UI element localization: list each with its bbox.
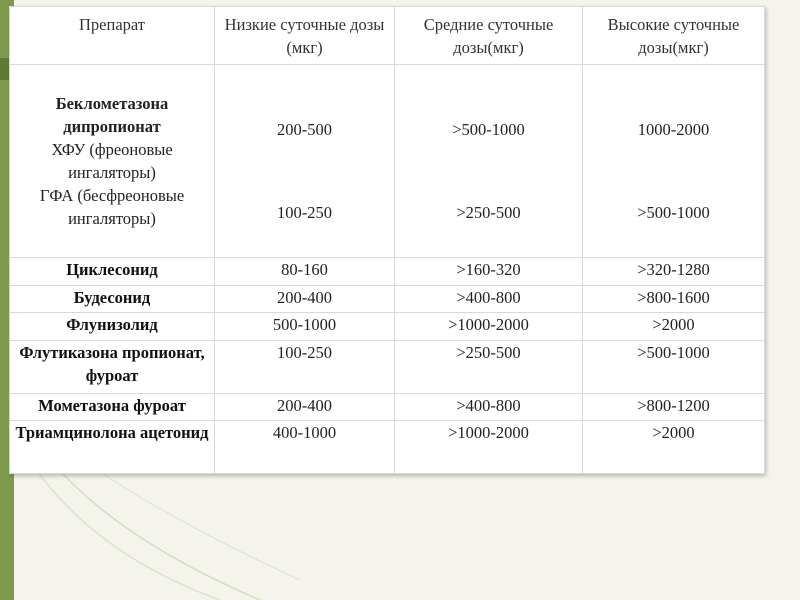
mid-dose-cell: >250-500 bbox=[395, 340, 583, 393]
high-dose-cell: >2000 bbox=[583, 313, 765, 340]
drug-name-line2: дипропионат bbox=[63, 117, 161, 137]
drug-cell: Мометазона фуроат bbox=[10, 393, 215, 420]
low-dose-cell: 500-1000 bbox=[215, 313, 395, 340]
cell-high-beclomethasone bbox=[583, 65, 765, 258]
mid-dose-cell: >1000-2000 bbox=[395, 313, 583, 340]
table-row bbox=[10, 393, 765, 420]
dose-table bbox=[9, 6, 765, 474]
cell-low-beclomethasone bbox=[215, 65, 395, 258]
mid-dose-cell: >400-800 bbox=[395, 393, 583, 420]
high-dose-cell: >320-1280 bbox=[583, 258, 765, 285]
drug-cell: Флунизолид bbox=[10, 313, 215, 340]
header-low: Низкие суточные дозы (мкг) bbox=[215, 7, 395, 65]
table-row bbox=[10, 258, 765, 285]
header-mid: Средние суточные дозы(мкг) bbox=[395, 7, 583, 65]
mid-dose-cell: >160-320 bbox=[395, 258, 583, 285]
mid-dose-cell: >1000-2000 bbox=[395, 421, 583, 474]
hfu-high: 1000-2000 bbox=[637, 120, 710, 140]
table-row bbox=[10, 285, 765, 312]
drug-cell: Флутиказона пропионат, фуроат bbox=[10, 340, 215, 393]
hfu-low: 200-500 bbox=[277, 120, 332, 140]
mid-dose-cell: >400-800 bbox=[395, 285, 583, 312]
high-dose-cell: >800-1600 bbox=[583, 285, 765, 312]
table-row bbox=[10, 421, 765, 474]
drug-name-line3: ХФУ (фреоновые bbox=[51, 140, 173, 160]
drug-name-line6: ингаляторы) bbox=[68, 209, 156, 229]
header-drug: Препарат bbox=[10, 7, 215, 65]
table-row bbox=[10, 313, 765, 340]
dose-table-container bbox=[9, 6, 764, 474]
gfa-high: >500-1000 bbox=[637, 203, 710, 223]
drug-cell-beclomethasone bbox=[10, 65, 215, 258]
drug-cell: Будесонид bbox=[10, 285, 215, 312]
hfu-mid: >500-1000 bbox=[452, 120, 525, 140]
low-dose-cell: 200-400 bbox=[215, 285, 395, 312]
drug-cell: Циклесонид bbox=[10, 258, 215, 285]
cell-mid-beclomethasone bbox=[395, 65, 583, 258]
drug-name-line1: Беклометазона bbox=[55, 94, 169, 114]
table-row-beclomethasone bbox=[10, 65, 765, 258]
drug-name-line4: ингаляторы) bbox=[68, 163, 156, 183]
table-row bbox=[10, 340, 765, 393]
low-dose-cell: 80-160 bbox=[215, 258, 395, 285]
high-dose-cell: >800-1200 bbox=[583, 393, 765, 420]
high-dose-cell: >2000 bbox=[583, 421, 765, 474]
gfa-low: 100-250 bbox=[277, 203, 332, 223]
low-dose-cell: 200-400 bbox=[215, 393, 395, 420]
drug-cell: Триамцинолона ацетонид bbox=[10, 421, 215, 474]
header-high: Высокие суточные дозы(мкг) bbox=[583, 7, 765, 65]
drug-name-line5: ГФА (бесфреоновые bbox=[39, 186, 185, 206]
high-dose-cell: >500-1000 bbox=[583, 340, 765, 393]
header-row bbox=[10, 7, 765, 65]
low-dose-cell: 400-1000 bbox=[215, 421, 395, 474]
low-dose-cell: 100-250 bbox=[215, 340, 395, 393]
gfa-mid: >250-500 bbox=[456, 203, 521, 223]
